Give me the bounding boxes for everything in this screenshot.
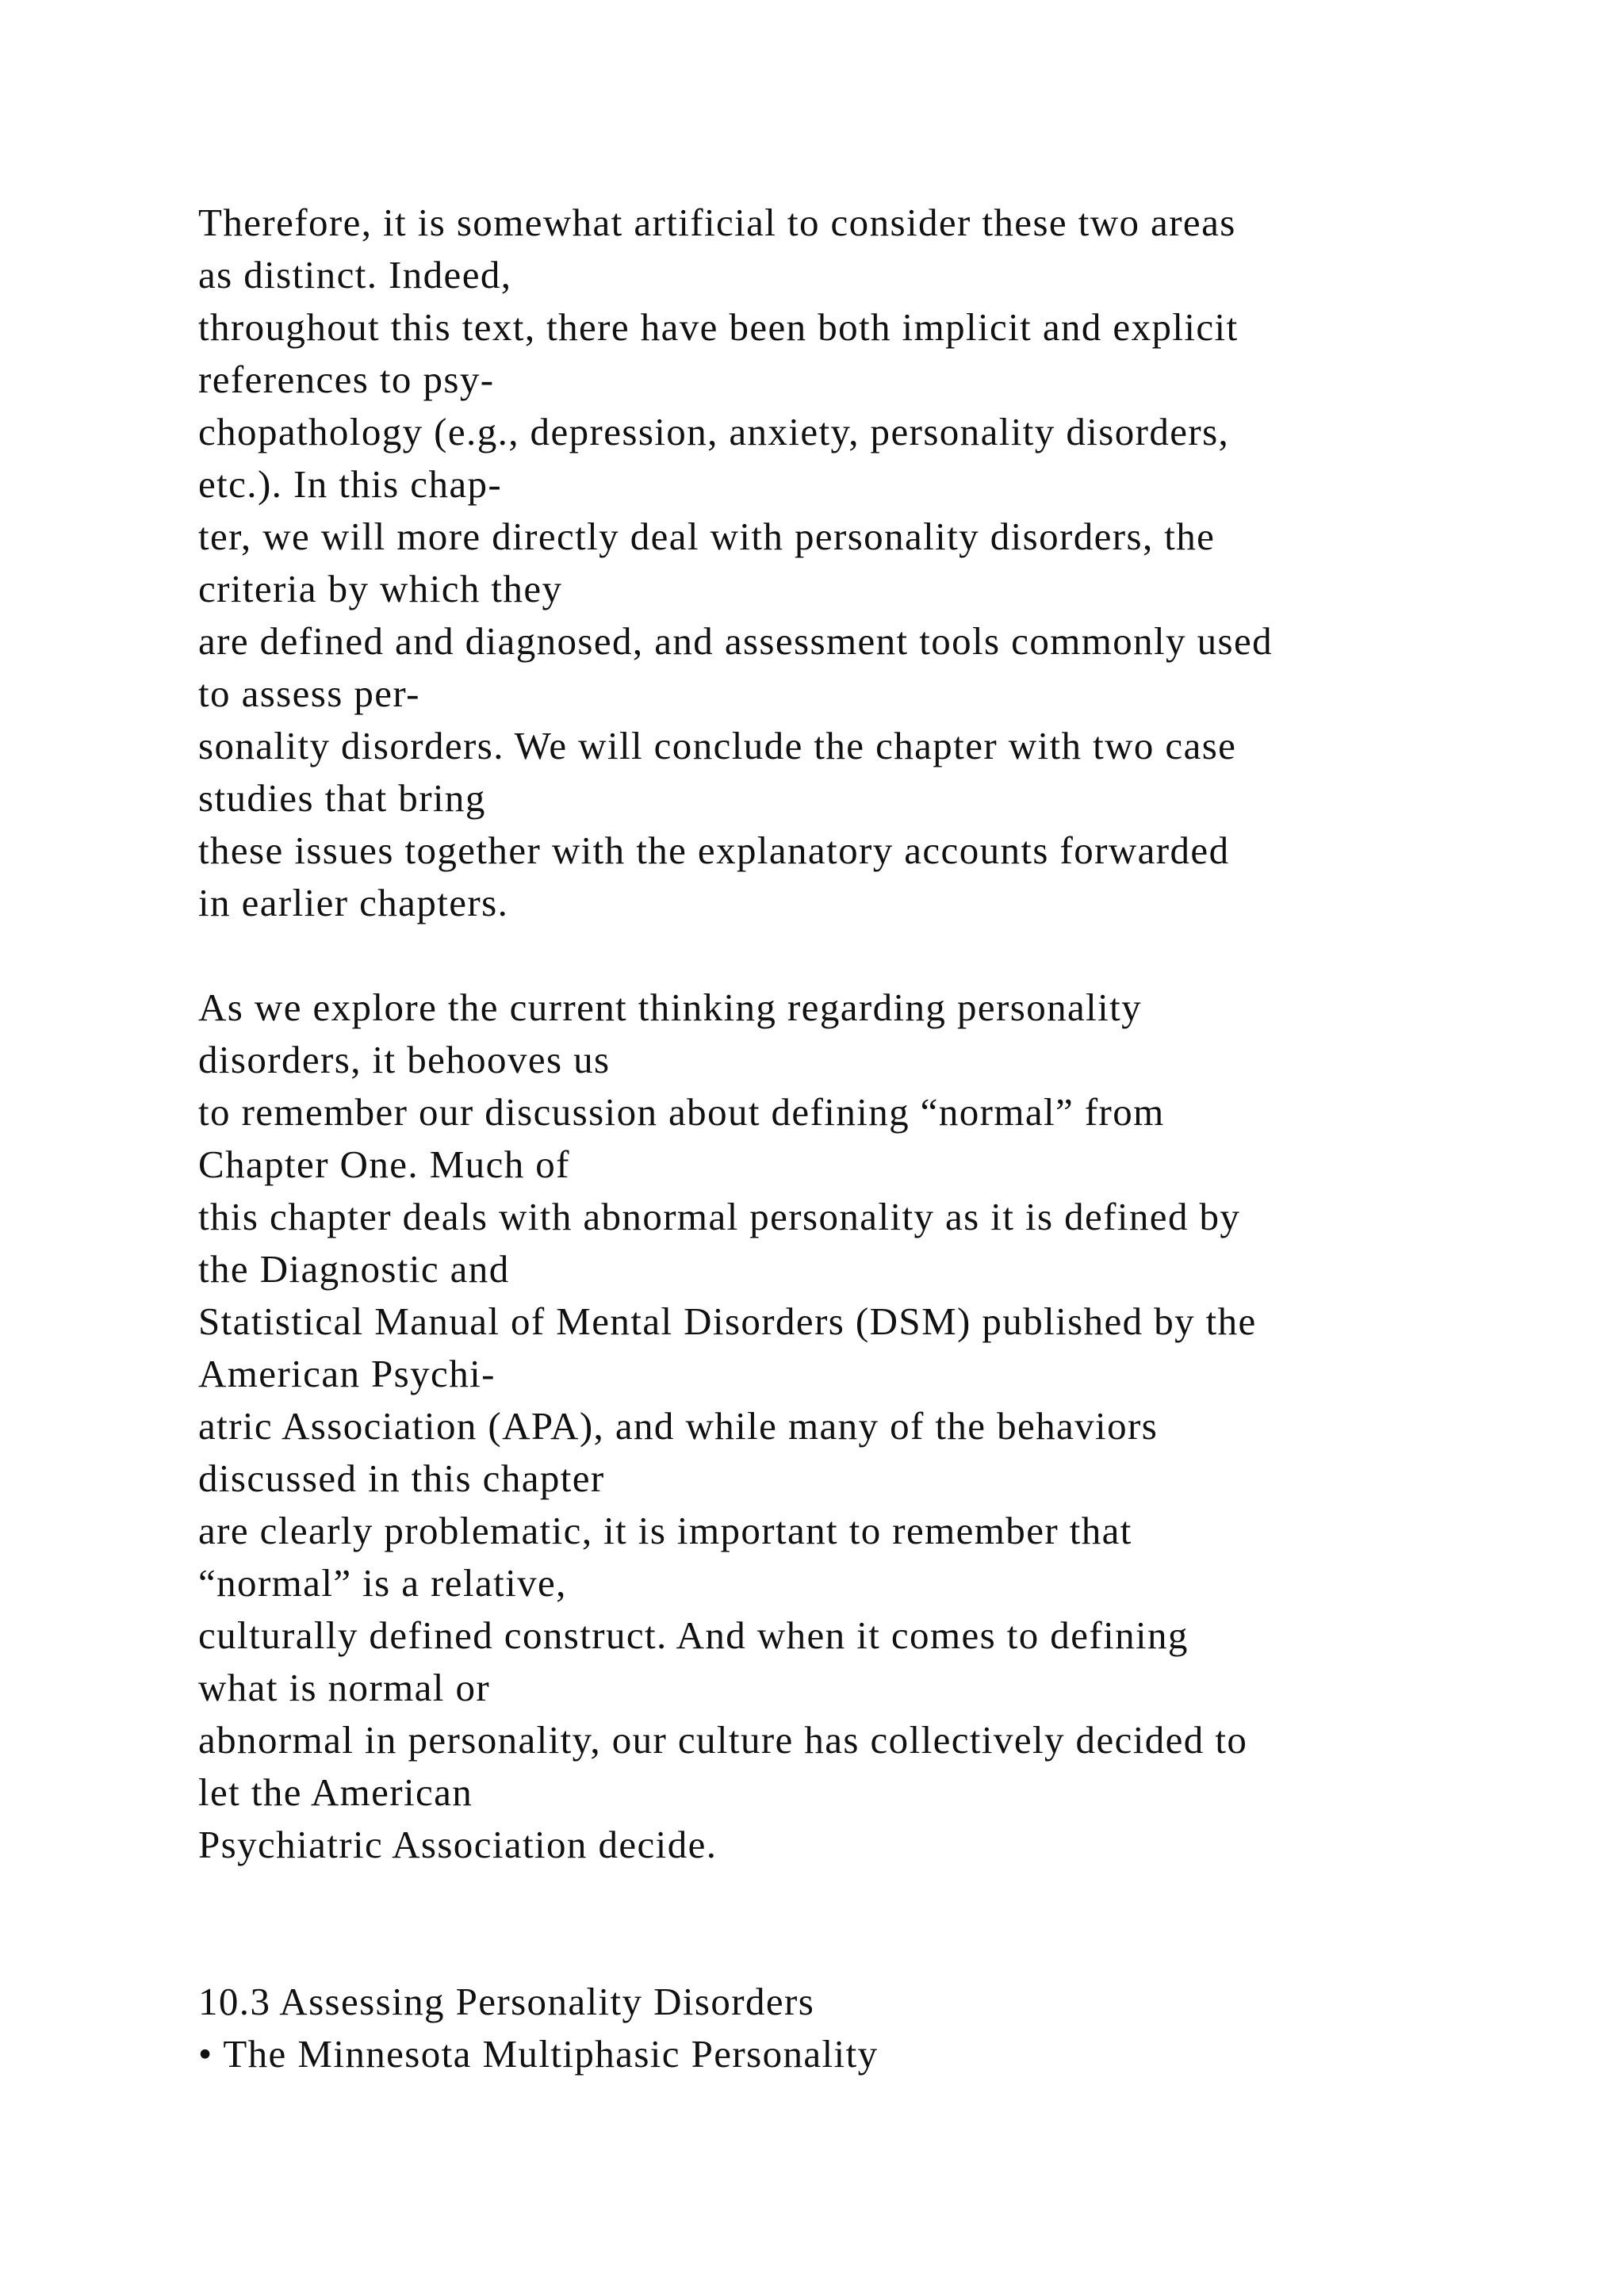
text-line: let the American xyxy=(198,1770,473,1814)
text-line: in earlier chapters. xyxy=(198,881,509,924)
text-line: throughout this text, there have been both implicit and explicit xyxy=(198,305,1239,349)
text-line: criteria by which they xyxy=(198,567,563,610)
text-line: what is normal or xyxy=(198,1666,491,1709)
section-heading: 10.3 Assessing Personality Disorders xyxy=(198,1980,815,2023)
text-line: “normal” is a relative, xyxy=(198,1561,567,1605)
text-line: sonality disorders. We will conclude the chapter with two case xyxy=(198,724,1237,767)
text-line: As we explore the current thinking regarding personality xyxy=(198,985,1143,1029)
paragraph-spacer xyxy=(198,929,1507,982)
text-line: are clearly problematic, it is important to remember that xyxy=(198,1509,1132,1552)
text-line: references to psy- xyxy=(198,358,495,401)
section-spacer xyxy=(198,1871,1507,1976)
text-line: discussed in this chapter xyxy=(198,1456,605,1500)
text-line: this chapter deals with abnormal personality as it is defined by xyxy=(198,1195,1241,1238)
document-body xyxy=(198,197,1507,2080)
text-line: atric Association (APA), and while many of the behaviors xyxy=(198,1404,1159,1448)
text-line: to assess per- xyxy=(198,672,420,715)
text-line: Psychiatric Association decide. xyxy=(198,1823,718,1866)
text-line: chopathology (e.g., depression, anxiety, personality disorders, xyxy=(198,410,1230,453)
text-line: culturally defined construct. And when it comes to defining xyxy=(198,1613,1189,1657)
text-line: studies that bring xyxy=(198,776,486,820)
text-line: to remember our discussion about defining “normal” from xyxy=(198,1090,1165,1134)
text-line: are defined and diagnosed, and assessment tools commonly used xyxy=(198,619,1274,663)
text-line: Therefore, it is somewhat artificial to consider these two areas xyxy=(198,201,1236,244)
paragraph-2 xyxy=(198,982,1507,1871)
text-line: American Psychi- xyxy=(198,1352,496,1395)
text-line: etc.). In this chap- xyxy=(198,462,503,506)
text-line: these issues together with the explanatory accounts forwarded xyxy=(198,828,1230,872)
text-line: as distinct. Indeed, xyxy=(198,253,512,297)
text-line: Statistical Manual of Mental Disorders (DSM) published by the xyxy=(198,1299,1257,1343)
text-line: Chapter One. Much of xyxy=(198,1142,570,1186)
bullet-item: • The Minnesota Multiphasic Personality xyxy=(198,2032,879,2076)
paragraph-1 xyxy=(198,197,1507,929)
text-line: ter, we will more directly deal with personality disorders, the xyxy=(198,515,1216,558)
text-line: abnormal in personality, our culture has collectively decided to xyxy=(198,1718,1248,1762)
text-line: disorders, it behooves us xyxy=(198,1038,611,1081)
text-line: the Diagnostic and xyxy=(198,1247,510,1291)
